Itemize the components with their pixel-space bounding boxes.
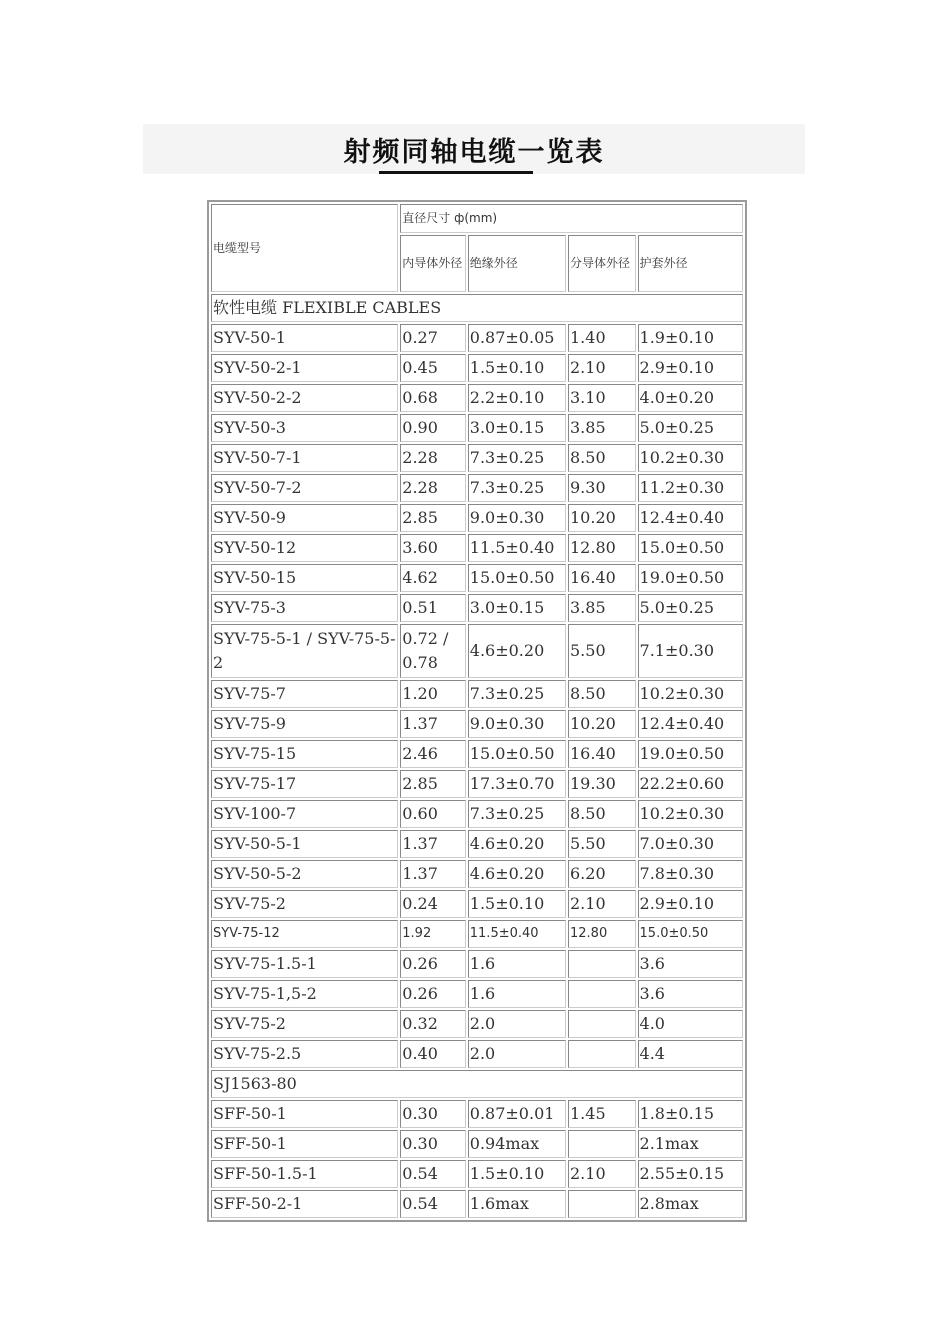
table-row bbox=[211, 504, 743, 532]
title-band bbox=[143, 124, 805, 174]
cell-model: SFF-50-1 bbox=[211, 1100, 398, 1128]
table-row bbox=[211, 1190, 743, 1218]
cell-inner-diameter: 0.26 bbox=[400, 950, 465, 978]
cell-model: SYV-75-12 bbox=[211, 920, 398, 948]
page-title: 射频同轴电缆一览表 bbox=[343, 137, 605, 168]
title-underline bbox=[379, 171, 533, 174]
table-row bbox=[211, 1130, 743, 1158]
cell-branch-diameter: 16.40 bbox=[568, 564, 636, 592]
table-row bbox=[211, 444, 743, 472]
table-row bbox=[211, 950, 743, 978]
cell-model: SYV-75-2 bbox=[211, 890, 398, 918]
cell-branch-diameter: 12.80 bbox=[568, 920, 636, 948]
cell-insulation-diameter: 1.6 bbox=[468, 980, 566, 1008]
header-diameter-group: 直径尺寸 ф(mm) bbox=[400, 204, 743, 233]
cell-branch-diameter: 5.50 bbox=[568, 830, 636, 858]
cell-jacket-diameter: 4.0 bbox=[638, 1010, 743, 1038]
cell-jacket-diameter: 19.0±0.50 bbox=[638, 564, 743, 592]
table-row bbox=[211, 624, 743, 678]
cell-inner-diameter: 1.37 bbox=[400, 710, 465, 738]
cell-jacket-diameter: 15.0±0.50 bbox=[638, 920, 743, 948]
cell-model: SYV-50-1 bbox=[211, 324, 398, 352]
cell-jacket-diameter: 7.1±0.30 bbox=[638, 624, 743, 678]
cell-branch-diameter: 3.85 bbox=[568, 414, 636, 442]
cell-inner-diameter: 0.51 bbox=[400, 594, 465, 622]
cell-jacket-diameter: 7.8±0.30 bbox=[638, 860, 743, 888]
cell-model: SYV-50-5-1 bbox=[211, 830, 398, 858]
cell-branch-diameter: 1.45 bbox=[568, 1100, 636, 1128]
table-row bbox=[211, 770, 743, 798]
cell-inner-diameter: 0.68 bbox=[400, 384, 465, 412]
cell-insulation-diameter: 11.5±0.40 bbox=[468, 534, 566, 562]
cell-jacket-diameter: 2.55±0.15 bbox=[638, 1160, 743, 1188]
table-row bbox=[211, 740, 743, 768]
table-row bbox=[211, 324, 743, 352]
cell-branch-diameter: 9.30 bbox=[568, 474, 636, 502]
cell-model: SYV-50-5-2 bbox=[211, 860, 398, 888]
table-row bbox=[211, 354, 743, 382]
cell-branch-diameter: 8.50 bbox=[568, 800, 636, 828]
cell-insulation-diameter: 0.87±0.05 bbox=[468, 324, 566, 352]
cell-jacket-diameter: 7.0±0.30 bbox=[638, 830, 743, 858]
cell-inner-diameter: 0.27 bbox=[400, 324, 465, 352]
cell-insulation-diameter: 7.3±0.25 bbox=[468, 680, 566, 708]
section-label: 软性电缆 FLEXIBLE CABLES bbox=[211, 294, 743, 322]
cell-inner-diameter: 0.45 bbox=[400, 354, 465, 382]
cell-inner-diameter: 2.85 bbox=[400, 770, 465, 798]
cell-insulation-diameter: 1.6max bbox=[468, 1190, 566, 1218]
cell-inner-diameter: 4.62 bbox=[400, 564, 465, 592]
cell-insulation-diameter: 1.5±0.10 bbox=[468, 354, 566, 382]
table-row bbox=[211, 920, 743, 948]
table-row bbox=[211, 474, 743, 502]
cell-model: SFF-50-2-1 bbox=[211, 1190, 398, 1218]
header-model: 电缆型号 bbox=[211, 204, 398, 292]
table-row bbox=[211, 710, 743, 738]
cell-inner-diameter: 3.60 bbox=[400, 534, 465, 562]
cell-insulation-diameter: 7.3±0.25 bbox=[468, 800, 566, 828]
cell-jacket-diameter: 10.2±0.30 bbox=[638, 800, 743, 828]
cell-inner-diameter: 0.40 bbox=[400, 1040, 465, 1068]
cell-model: SYV-75-15 bbox=[211, 740, 398, 768]
cell-insulation-diameter: 2.0 bbox=[468, 1040, 566, 1068]
cell-model: SYV-50-9 bbox=[211, 504, 398, 532]
section-row bbox=[211, 1070, 743, 1098]
cell-insulation-diameter: 4.6±0.20 bbox=[468, 860, 566, 888]
cell-jacket-diameter: 4.4 bbox=[638, 1040, 743, 1068]
table-row bbox=[211, 1010, 743, 1038]
cell-jacket-diameter: 5.0±0.25 bbox=[638, 594, 743, 622]
cable-table-container bbox=[207, 200, 747, 1222]
section-row bbox=[211, 294, 743, 322]
cell-model: SYV-75-5-1 / SYV-75-5-2 bbox=[211, 624, 398, 678]
cell-insulation-diameter: 4.6±0.20 bbox=[468, 830, 566, 858]
cell-inner-diameter: 2.28 bbox=[400, 444, 465, 472]
cell-branch-diameter: 6.20 bbox=[568, 860, 636, 888]
cell-branch-diameter: 2.10 bbox=[568, 354, 636, 382]
cell-model: SYV-75-9 bbox=[211, 710, 398, 738]
cell-inner-diameter: 2.46 bbox=[400, 740, 465, 768]
cell-inner-diameter: 2.28 bbox=[400, 474, 465, 502]
cell-jacket-diameter: 2.8max bbox=[638, 1190, 743, 1218]
cell-branch-diameter: 16.40 bbox=[568, 740, 636, 768]
table-row bbox=[211, 564, 743, 592]
table-row bbox=[211, 980, 743, 1008]
cell-jacket-diameter: 1.8±0.15 bbox=[638, 1100, 743, 1128]
table-row bbox=[211, 830, 743, 858]
cell-insulation-diameter: 7.3±0.25 bbox=[468, 444, 566, 472]
cell-inner-diameter: 0.90 bbox=[400, 414, 465, 442]
cell-branch-diameter bbox=[568, 980, 636, 1008]
table-row bbox=[211, 384, 743, 412]
cell-insulation-diameter: 4.6±0.20 bbox=[468, 624, 566, 678]
cell-model: SYV-75-17 bbox=[211, 770, 398, 798]
cell-jacket-diameter: 12.4±0.40 bbox=[638, 710, 743, 738]
table-row bbox=[211, 800, 743, 828]
cell-model: SYV-50-7-2 bbox=[211, 474, 398, 502]
cell-jacket-diameter: 2.1max bbox=[638, 1130, 743, 1158]
cell-model: SFF-50-1 bbox=[211, 1130, 398, 1158]
cell-insulation-diameter: 1.5±0.10 bbox=[468, 890, 566, 918]
cell-model: SYV-75-1,5-2 bbox=[211, 980, 398, 1008]
cell-jacket-diameter: 19.0±0.50 bbox=[638, 740, 743, 768]
cell-insulation-diameter: 2.0 bbox=[468, 1010, 566, 1038]
cell-insulation-diameter: 3.0±0.15 bbox=[468, 594, 566, 622]
cell-insulation-diameter: 1.5±0.10 bbox=[468, 1160, 566, 1188]
cell-jacket-diameter: 3.6 bbox=[638, 950, 743, 978]
cell-insulation-diameter: 0.87±0.01 bbox=[468, 1100, 566, 1128]
table-row bbox=[211, 1100, 743, 1128]
cell-insulation-diameter: 15.0±0.50 bbox=[468, 564, 566, 592]
cell-model: SYV-75-2 bbox=[211, 1010, 398, 1038]
cell-insulation-diameter: 7.3±0.25 bbox=[468, 474, 566, 502]
cell-branch-diameter: 3.85 bbox=[568, 594, 636, 622]
table-row bbox=[211, 860, 743, 888]
table-row bbox=[211, 890, 743, 918]
header-insulation-diameter: 绝缘外径 bbox=[468, 235, 566, 292]
cell-jacket-diameter: 4.0±0.20 bbox=[638, 384, 743, 412]
cell-insulation-diameter: 2.2±0.10 bbox=[468, 384, 566, 412]
cell-branch-diameter: 19.30 bbox=[568, 770, 636, 798]
cell-model: SYV-100-7 bbox=[211, 800, 398, 828]
cell-inner-diameter: 1.37 bbox=[400, 860, 465, 888]
cell-inner-diameter: 0.26 bbox=[400, 980, 465, 1008]
cell-model: SYV-50-2-1 bbox=[211, 354, 398, 382]
cell-branch-diameter: 8.50 bbox=[568, 680, 636, 708]
cell-branch-diameter bbox=[568, 1130, 636, 1158]
section-label: SJ1563-80 bbox=[211, 1070, 743, 1098]
cell-insulation-diameter: 9.0±0.30 bbox=[468, 504, 566, 532]
cable-table bbox=[209, 202, 745, 1220]
cell-branch-diameter: 1.40 bbox=[568, 324, 636, 352]
cell-branch-diameter: 12.80 bbox=[568, 534, 636, 562]
cell-jacket-diameter: 22.2±0.60 bbox=[638, 770, 743, 798]
cell-model: SYV-50-3 bbox=[211, 414, 398, 442]
cell-jacket-diameter: 1.9±0.10 bbox=[638, 324, 743, 352]
cell-model: SFF-50-1.5-1 bbox=[211, 1160, 398, 1188]
table-row bbox=[211, 534, 743, 562]
cell-model: SYV-75-7 bbox=[211, 680, 398, 708]
cell-insulation-diameter: 1.6 bbox=[468, 950, 566, 978]
cell-branch-diameter: 3.10 bbox=[568, 384, 636, 412]
cell-inner-diameter: 1.37 bbox=[400, 830, 465, 858]
cell-inner-diameter: 0.32 bbox=[400, 1010, 465, 1038]
cell-jacket-diameter: 10.2±0.30 bbox=[638, 444, 743, 472]
table-row bbox=[211, 594, 743, 622]
cell-model: SYV-75-1.5-1 bbox=[211, 950, 398, 978]
cell-branch-diameter: 10.20 bbox=[568, 504, 636, 532]
cell-model: SYV-50-7-1 bbox=[211, 444, 398, 472]
cell-model: SYV-50-2-2 bbox=[211, 384, 398, 412]
cell-jacket-diameter: 5.0±0.25 bbox=[638, 414, 743, 442]
table-row bbox=[211, 414, 743, 442]
cell-branch-diameter bbox=[568, 1190, 636, 1218]
cell-branch-diameter: 5.50 bbox=[568, 624, 636, 678]
cell-insulation-diameter: 11.5±0.40 bbox=[468, 920, 566, 948]
cell-jacket-diameter: 11.2±0.30 bbox=[638, 474, 743, 502]
cell-jacket-diameter: 3.6 bbox=[638, 980, 743, 1008]
cell-branch-diameter: 2.10 bbox=[568, 1160, 636, 1188]
cell-insulation-diameter: 17.3±0.70 bbox=[468, 770, 566, 798]
cell-inner-diameter: 1.92 bbox=[400, 920, 465, 948]
header-row bbox=[211, 204, 743, 233]
cell-inner-diameter: 0.30 bbox=[400, 1130, 465, 1158]
cell-model: SYV-75-2.5 bbox=[211, 1040, 398, 1068]
cell-jacket-diameter: 12.4±0.40 bbox=[638, 504, 743, 532]
cell-jacket-diameter: 15.0±0.50 bbox=[638, 534, 743, 562]
cell-insulation-diameter: 15.0±0.50 bbox=[468, 740, 566, 768]
header-jacket-diameter: 护套外径 bbox=[638, 235, 743, 292]
cell-branch-diameter bbox=[568, 950, 636, 978]
table-row bbox=[211, 1160, 743, 1188]
cell-jacket-diameter: 2.9±0.10 bbox=[638, 890, 743, 918]
table-row bbox=[211, 1040, 743, 1068]
cell-branch-diameter: 8.50 bbox=[568, 444, 636, 472]
cell-inner-diameter: 0.54 bbox=[400, 1160, 465, 1188]
cell-jacket-diameter: 2.9±0.10 bbox=[638, 354, 743, 382]
cell-model: SYV-75-3 bbox=[211, 594, 398, 622]
cell-branch-diameter: 2.10 bbox=[568, 890, 636, 918]
cell-branch-diameter: 10.20 bbox=[568, 710, 636, 738]
cell-insulation-diameter: 9.0±0.30 bbox=[468, 710, 566, 738]
table-row bbox=[211, 680, 743, 708]
cell-branch-diameter bbox=[568, 1010, 636, 1038]
cell-inner-diameter: 0.60 bbox=[400, 800, 465, 828]
header-inner-diameter: 内导体外径 bbox=[400, 235, 465, 292]
cell-inner-diameter: 0.24 bbox=[400, 890, 465, 918]
cell-inner-diameter: 0.54 bbox=[400, 1190, 465, 1218]
cell-model: SYV-50-15 bbox=[211, 564, 398, 592]
cell-inner-diameter: 0.72 / 0.78 bbox=[400, 624, 465, 678]
cell-branch-diameter bbox=[568, 1040, 636, 1068]
cell-model: SYV-50-12 bbox=[211, 534, 398, 562]
cell-jacket-diameter: 10.2±0.30 bbox=[638, 680, 743, 708]
header-branch-diameter: 分导体外径 bbox=[568, 235, 636, 292]
cell-inner-diameter: 2.85 bbox=[400, 504, 465, 532]
cell-insulation-diameter: 3.0±0.15 bbox=[468, 414, 566, 442]
cell-insulation-diameter: 0.94max bbox=[468, 1130, 566, 1158]
cell-inner-diameter: 1.20 bbox=[400, 680, 465, 708]
cell-inner-diameter: 0.30 bbox=[400, 1100, 465, 1128]
